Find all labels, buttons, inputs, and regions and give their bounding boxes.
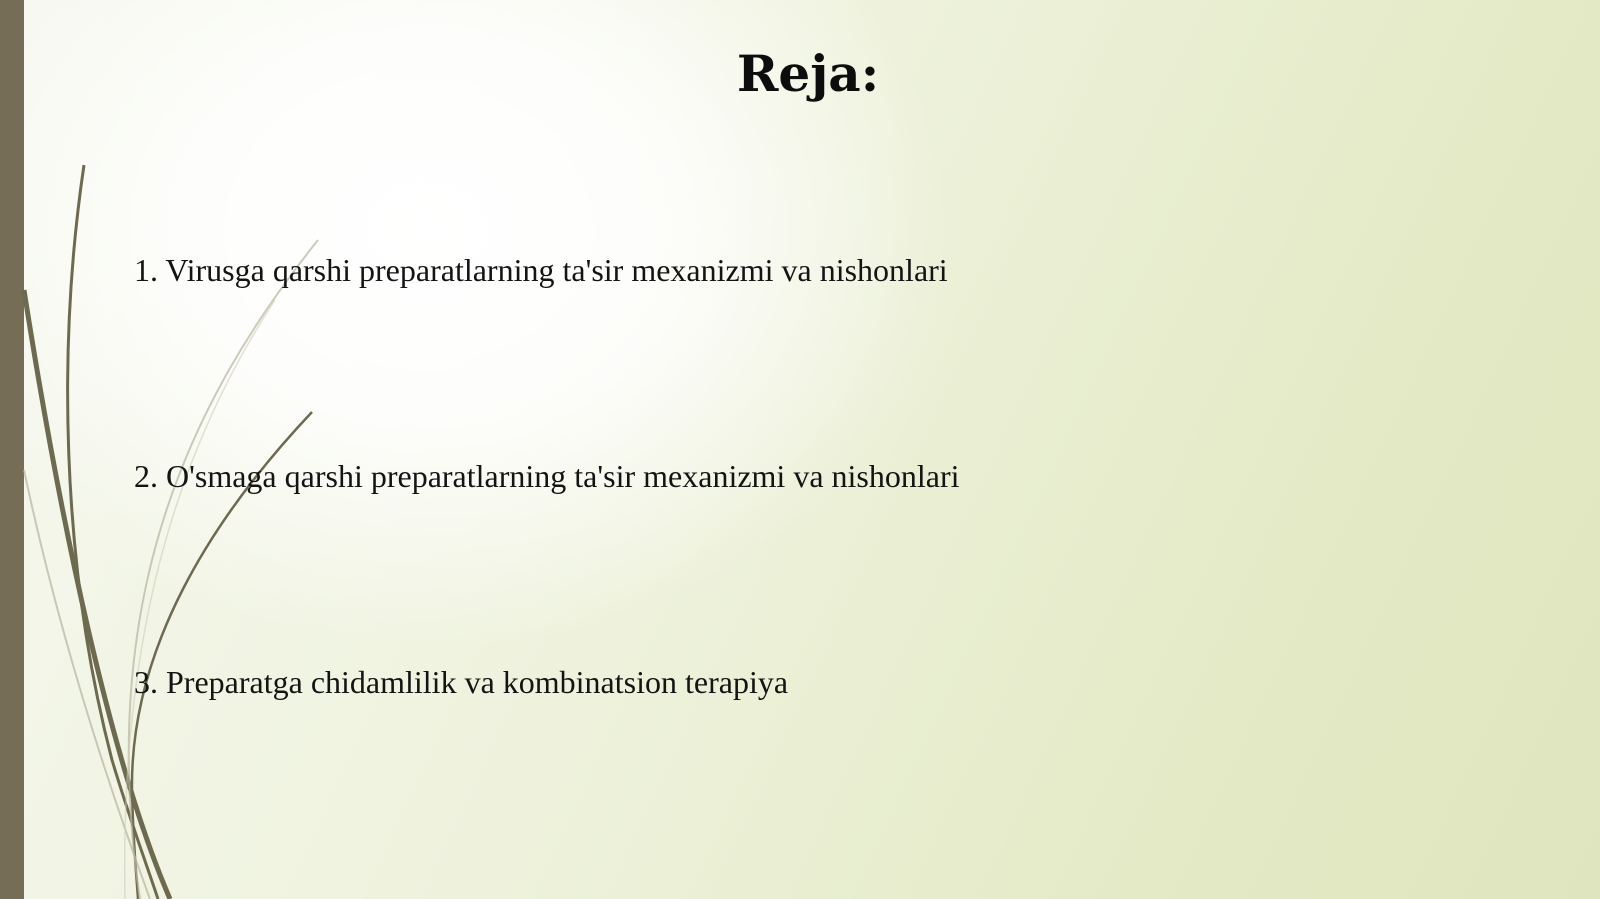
plan-item-1: 1. Virusga qarshi preparatlarning ta'sir mexanizmi va nishonlari <box>134 252 948 288</box>
plan-item-2: 2. O'smaga qarshi preparatlarning ta'sir mexanizmi va nishonlari <box>134 458 960 494</box>
decorative-swoosh-graphic <box>0 0 400 899</box>
swoosh-stroke-faint-3 <box>125 300 275 899</box>
swoosh-stroke-faint-1 <box>129 240 318 899</box>
slide-title: Reja: <box>736 44 880 103</box>
plan-item-3: 3. Preparatga chidamlilik va kombinatsion terapiya <box>134 664 789 700</box>
swoosh-stroke-main <box>24 290 170 899</box>
